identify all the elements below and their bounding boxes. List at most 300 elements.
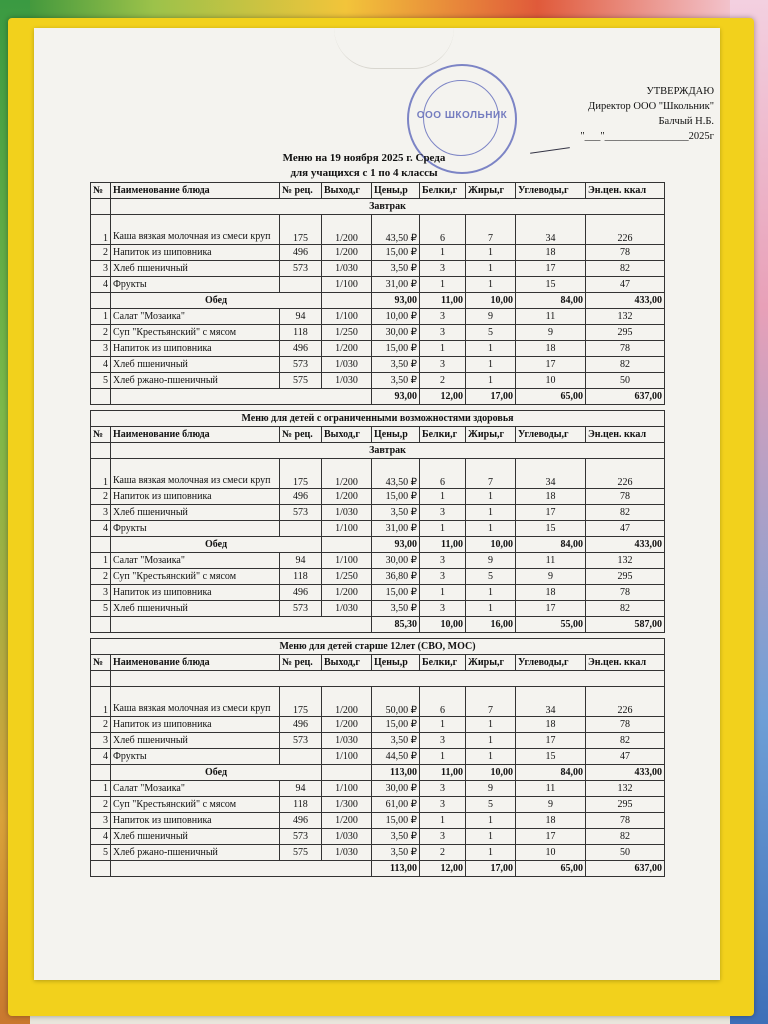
table-cell: Хлеб ржано-пшеничный: [111, 373, 280, 389]
menu-title: Меню для детей старше 12лет (СВО, МОС): [91, 639, 665, 655]
total-value: 17,00: [466, 389, 516, 405]
section-name: Обед: [111, 293, 322, 309]
table-row: [91, 373, 665, 389]
table-cell: 1/200: [322, 245, 372, 261]
table-cell: [280, 521, 322, 537]
summary-value: 433,00: [586, 537, 665, 553]
cell: [91, 617, 111, 633]
table-cell: 1: [466, 277, 516, 293]
table-cell: 9: [516, 325, 586, 341]
table-cell: 50: [586, 373, 665, 389]
table-cell: 1/200: [322, 687, 372, 717]
total-value: 93,00: [372, 389, 420, 405]
column-header: №: [91, 183, 111, 199]
table-cell: 11: [516, 781, 586, 797]
approval-position: Директор ООО "Школьник": [588, 101, 714, 112]
table-cell: 1: [420, 277, 466, 293]
table-cell: 44,50 ₽: [372, 749, 420, 765]
column-header: Жиры,г: [466, 655, 516, 671]
header-row: [91, 655, 665, 671]
table-row: [91, 781, 665, 797]
table-cell: 18: [516, 585, 586, 601]
table-cell: 573: [280, 601, 322, 617]
table-cell: 34: [516, 459, 586, 489]
total-value: 17,00: [466, 861, 516, 877]
summary-value: 433,00: [586, 765, 665, 781]
table-cell: Хлеб пшеничный: [111, 601, 280, 617]
table-cell: 3: [420, 601, 466, 617]
total-value: 65,00: [516, 389, 586, 405]
table-cell: 3: [91, 261, 111, 277]
cell: [91, 671, 111, 687]
table-cell: 15: [516, 749, 586, 765]
cell: [111, 389, 372, 405]
table-cell: 3: [420, 309, 466, 325]
table-cell: 17: [516, 601, 586, 617]
table-cell: 1: [420, 521, 466, 537]
table-cell: 3: [420, 357, 466, 373]
summary-value: 93,00: [372, 293, 420, 309]
table-cell: 1/250: [322, 325, 372, 341]
table-cell: 1/100: [322, 553, 372, 569]
table-cell: 78: [586, 585, 665, 601]
section-row: [91, 537, 665, 553]
total-row: [91, 617, 665, 633]
summary-value: 84,00: [516, 765, 586, 781]
table-cell: 3: [420, 261, 466, 277]
table-cell: 295: [586, 325, 665, 341]
table-cell: 47: [586, 749, 665, 765]
table-row: [91, 277, 665, 293]
table-cell: 4: [91, 277, 111, 293]
table-row: [91, 215, 665, 245]
table-cell: 4: [91, 357, 111, 373]
table-row: [91, 569, 665, 585]
table-cell: 132: [586, 781, 665, 797]
column-header: Жиры,г: [466, 183, 516, 199]
summary-value: 113,00: [372, 765, 420, 781]
table-cell: Фрукты: [111, 277, 280, 293]
total-value: 16,00: [466, 617, 516, 633]
table-cell: 43,50 ₽: [372, 215, 420, 245]
summary-value: 84,00: [516, 537, 586, 553]
header-row: [91, 183, 665, 199]
table-cell: Напиток из шиповника: [111, 813, 280, 829]
summary-value: 11,00: [420, 765, 466, 781]
table-cell: 3: [420, 569, 466, 585]
cell: [91, 199, 111, 215]
table-cell: 1: [466, 717, 516, 733]
table-cell: 1: [466, 505, 516, 521]
column-header: № рец.: [280, 183, 322, 199]
cell: [91, 293, 111, 309]
table-cell: 1/200: [322, 215, 372, 245]
table-cell: Каша вязкая молочная из смеси круп: [111, 459, 280, 489]
table-cell: 1: [420, 813, 466, 829]
menu-table-3: [90, 638, 665, 877]
table-row: [91, 521, 665, 537]
table-cell: 1: [420, 749, 466, 765]
section-row: [91, 443, 665, 459]
table-cell: 15,00 ₽: [372, 489, 420, 505]
cell: [91, 443, 111, 459]
table-cell: 226: [586, 459, 665, 489]
table-cell: 1/200: [322, 489, 372, 505]
table-cell: Хлеб пшеничный: [111, 261, 280, 277]
table-cell: 78: [586, 245, 665, 261]
table-row: [91, 505, 665, 521]
section-name: Завтрак: [111, 443, 665, 459]
section-row: [91, 671, 665, 687]
column-header: Жиры,г: [466, 427, 516, 443]
page-title: Меню на 19 ноября 2025 г. Среда: [282, 152, 446, 164]
table-cell: 82: [586, 357, 665, 373]
table-cell: 3,50 ₽: [372, 357, 420, 373]
table-cell: 1/030: [322, 733, 372, 749]
table-row: [91, 357, 665, 373]
table-cell: 30,00 ₽: [372, 781, 420, 797]
table-cell: 132: [586, 553, 665, 569]
menu-sheet: [34, 28, 720, 980]
table-cell: 3: [420, 781, 466, 797]
table-cell: 1: [91, 459, 111, 489]
table-cell: 17: [516, 261, 586, 277]
table-cell: 5: [91, 601, 111, 617]
total-value: 65,00: [516, 861, 586, 877]
table-cell: 5: [466, 325, 516, 341]
table-cell: 47: [586, 277, 665, 293]
table-cell: 575: [280, 373, 322, 389]
table-cell: 6: [420, 459, 466, 489]
table-cell: 2: [91, 717, 111, 733]
table-cell: 6: [420, 687, 466, 717]
table-cell: 1/030: [322, 357, 372, 373]
table-cell: 3: [91, 733, 111, 749]
table-row: [91, 309, 665, 325]
table-cell: 78: [586, 717, 665, 733]
table-cell: 3,50 ₽: [372, 373, 420, 389]
table-cell: 3,50 ₽: [372, 505, 420, 521]
table-cell: 575: [280, 845, 322, 861]
table-cell: 1: [466, 845, 516, 861]
table-cell: 1/250: [322, 569, 372, 585]
total-row: [91, 389, 665, 405]
section-row: [91, 765, 665, 781]
table-cell: 3,50 ₽: [372, 829, 420, 845]
table-cell: 118: [280, 797, 322, 813]
menu-title-row: [91, 411, 665, 427]
cell: [111, 617, 372, 633]
table-cell: 1: [466, 585, 516, 601]
table-cell: 9: [466, 781, 516, 797]
table-row: [91, 245, 665, 261]
table-cell: Хлеб пшеничный: [111, 357, 280, 373]
table-cell: 17: [516, 505, 586, 521]
table-cell: 2: [91, 489, 111, 505]
table-cell: Хлеб пшеничный: [111, 505, 280, 521]
table-cell: 9: [516, 797, 586, 813]
column-header: № рец.: [280, 655, 322, 671]
table-cell: 226: [586, 215, 665, 245]
table-cell: 17: [516, 357, 586, 373]
table-cell: 30,00 ₽: [372, 553, 420, 569]
summary-value: 10,00: [466, 765, 516, 781]
table-cell: 496: [280, 585, 322, 601]
table-cell: 15,00 ₽: [372, 585, 420, 601]
section-name: Завтрак: [111, 199, 665, 215]
table-cell: 3,50 ₽: [372, 601, 420, 617]
table-cell: 1/030: [322, 261, 372, 277]
table-cell: 4: [91, 521, 111, 537]
table-cell: 31,00 ₽: [372, 277, 420, 293]
table-cell: [280, 277, 322, 293]
column-header: Наименование блюда: [111, 655, 280, 671]
table-cell: 1: [91, 687, 111, 717]
table-row: [91, 585, 665, 601]
column-header: Углеводы,г: [516, 183, 586, 199]
table-cell: 1: [466, 489, 516, 505]
table-cell: 10: [516, 373, 586, 389]
table-cell: 82: [586, 261, 665, 277]
table-cell: 47: [586, 521, 665, 537]
table-cell: 1: [420, 245, 466, 261]
table-cell: 11: [516, 553, 586, 569]
table-cell: 1: [466, 749, 516, 765]
table-cell: Напиток из шиповника: [111, 489, 280, 505]
total-value: 113,00: [372, 861, 420, 877]
table-cell: 3: [420, 733, 466, 749]
table-cell: 7: [466, 215, 516, 245]
column-header: Белки,г: [420, 655, 466, 671]
cell: [322, 537, 372, 553]
table-cell: 118: [280, 325, 322, 341]
table-cell: 5: [91, 845, 111, 861]
summary-value: 10,00: [466, 537, 516, 553]
table-cell: 18: [516, 245, 586, 261]
table-row: [91, 733, 665, 749]
cell: [91, 537, 111, 553]
table-cell: 295: [586, 797, 665, 813]
table-cell: 1: [466, 733, 516, 749]
table-cell: 3: [91, 341, 111, 357]
table-cell: 1: [91, 309, 111, 325]
table-cell: 94: [280, 781, 322, 797]
summary-value: 10,00: [466, 293, 516, 309]
table-cell: Хлеб ржано-пшеничный: [111, 845, 280, 861]
table-row: [91, 341, 665, 357]
table-cell: 496: [280, 813, 322, 829]
table-cell: 94: [280, 309, 322, 325]
total-value: 637,00: [586, 861, 665, 877]
table-cell: 10,00 ₽: [372, 309, 420, 325]
menu-table-2: [90, 410, 665, 633]
menu-title-row: [91, 639, 665, 655]
table-cell: 1: [466, 813, 516, 829]
table-cell: 1/300: [322, 797, 372, 813]
approval-name: Балчый Н.Б.: [658, 116, 714, 127]
table-cell: 50: [586, 845, 665, 861]
table-cell: 61,00 ₽: [372, 797, 420, 813]
section-name: Обед: [111, 537, 322, 553]
table-cell: 3: [91, 585, 111, 601]
table-cell: 1: [420, 489, 466, 505]
approval-title: УТВЕРЖДАЮ: [646, 86, 714, 97]
column-header: Цены,р: [372, 655, 420, 671]
column-header: Белки,г: [420, 427, 466, 443]
table-cell: 1/100: [322, 309, 372, 325]
cell: [91, 389, 111, 405]
table-cell: Суп "Крестьянский" с мясом: [111, 569, 280, 585]
table-cell: 50,00 ₽: [372, 687, 420, 717]
column-header: Выход,г: [322, 655, 372, 671]
table-cell: 82: [586, 733, 665, 749]
table-cell: 573: [280, 733, 322, 749]
table-cell: 3: [91, 505, 111, 521]
table-cell: Суп "Крестьянский" с мясом: [111, 325, 280, 341]
table-cell: 18: [516, 813, 586, 829]
table-cell: 15: [516, 277, 586, 293]
table-cell: 9: [466, 309, 516, 325]
table-cell: 2: [420, 373, 466, 389]
table-row: [91, 717, 665, 733]
summary-value: 93,00: [372, 537, 420, 553]
total-value: 587,00: [586, 617, 665, 633]
summary-value: 84,00: [516, 293, 586, 309]
table-cell: 18: [516, 489, 586, 505]
table-cell: 1/200: [322, 717, 372, 733]
column-header: Эн.цен. ккал: [586, 183, 665, 199]
table-cell: Напиток из шиповника: [111, 245, 280, 261]
column-header: Углеводы,г: [516, 655, 586, 671]
table-cell: 2: [91, 245, 111, 261]
approval-date: "___"________________2025г: [580, 131, 714, 142]
table-cell: Салат "Мозаика": [111, 553, 280, 569]
table-cell: 2: [91, 325, 111, 341]
total-value: 12,00: [420, 389, 466, 405]
table-cell: 34: [516, 215, 586, 245]
column-header: Цены,р: [372, 183, 420, 199]
table-cell: 30,00 ₽: [372, 325, 420, 341]
table-row: [91, 749, 665, 765]
table-cell: 496: [280, 245, 322, 261]
table-cell: 573: [280, 505, 322, 521]
table-cell: 496: [280, 341, 322, 357]
table-cell: 496: [280, 717, 322, 733]
menu-title: Меню для детей с ограниченными возможностями здоровья: [91, 411, 665, 427]
table-cell: 4: [91, 749, 111, 765]
column-header: № рец.: [280, 427, 322, 443]
table-cell: [280, 749, 322, 765]
table-cell: 5: [466, 569, 516, 585]
table-row: [91, 261, 665, 277]
table-cell: 1/100: [322, 277, 372, 293]
table-cell: 15,00 ₽: [372, 813, 420, 829]
cell: [322, 765, 372, 781]
stamp-text: ООО ШКОЛЬНИК: [416, 110, 508, 121]
table-cell: 5: [91, 373, 111, 389]
table-cell: 3: [420, 325, 466, 341]
table-cell: 1/100: [322, 781, 372, 797]
table-cell: 1/100: [322, 521, 372, 537]
column-header: Цены,р: [372, 427, 420, 443]
table-cell: 1/030: [322, 829, 372, 845]
total-value: 10,00: [420, 617, 466, 633]
column-header: Выход,г: [322, 427, 372, 443]
table-cell: 175: [280, 215, 322, 245]
table-cell: 1: [420, 341, 466, 357]
table-cell: 15,00 ₽: [372, 245, 420, 261]
table-cell: Напиток из шиповника: [111, 717, 280, 733]
table-cell: 82: [586, 505, 665, 521]
cell: [91, 765, 111, 781]
total-value: 55,00: [516, 617, 586, 633]
column-header: Эн.цен. ккал: [586, 655, 665, 671]
table-cell: 1: [466, 601, 516, 617]
table-cell: 2: [91, 569, 111, 585]
table-cell: 43,50 ₽: [372, 459, 420, 489]
column-header: Углеводы,г: [516, 427, 586, 443]
total-row: [91, 861, 665, 877]
table-cell: 15: [516, 521, 586, 537]
column-header: Наименование блюда: [111, 183, 280, 199]
table-cell: 18: [516, 341, 586, 357]
table-cell: Хлеб пшеничный: [111, 829, 280, 845]
table-cell: 34: [516, 687, 586, 717]
table-cell: 175: [280, 459, 322, 489]
table-cell: 78: [586, 489, 665, 505]
table-cell: 7: [466, 687, 516, 717]
table-cell: 1: [466, 521, 516, 537]
table-cell: 9: [466, 553, 516, 569]
table-cell: 1: [91, 553, 111, 569]
total-value: 85,30: [372, 617, 420, 633]
table-cell: 496: [280, 489, 322, 505]
table-cell: 175: [280, 687, 322, 717]
table-cell: 1: [466, 261, 516, 277]
approval-block: [514, 84, 714, 144]
table-cell: Каша вязкая молочная из смеси круп: [111, 215, 280, 245]
table-cell: 1: [466, 829, 516, 845]
table-row: [91, 601, 665, 617]
table-row: [91, 687, 665, 717]
table-cell: 15,00 ₽: [372, 341, 420, 357]
total-value: 637,00: [586, 389, 665, 405]
table-cell: 1: [466, 245, 516, 261]
cell: [322, 293, 372, 309]
table-cell: 82: [586, 829, 665, 845]
table-cell: 15,00 ₽: [372, 717, 420, 733]
table-cell: 1/030: [322, 601, 372, 617]
table-cell: 1/100: [322, 749, 372, 765]
table-cell: 1/030: [322, 373, 372, 389]
section-name: [111, 671, 665, 687]
table-cell: 3,50 ₽: [372, 733, 420, 749]
table-cell: 94: [280, 553, 322, 569]
table-cell: Хлеб пшеничный: [111, 733, 280, 749]
table-cell: 3: [420, 553, 466, 569]
table-cell: 3: [91, 813, 111, 829]
table-cell: 7: [466, 459, 516, 489]
table-cell: 2: [420, 845, 466, 861]
table-cell: 226: [586, 687, 665, 717]
table-cell: 1/200: [322, 813, 372, 829]
summary-value: 433,00: [586, 293, 665, 309]
table-row: [91, 553, 665, 569]
table-cell: Напиток из шиповника: [111, 585, 280, 601]
table-row: [91, 829, 665, 845]
menu-table-1: [90, 182, 665, 405]
summary-value: 11,00: [420, 537, 466, 553]
